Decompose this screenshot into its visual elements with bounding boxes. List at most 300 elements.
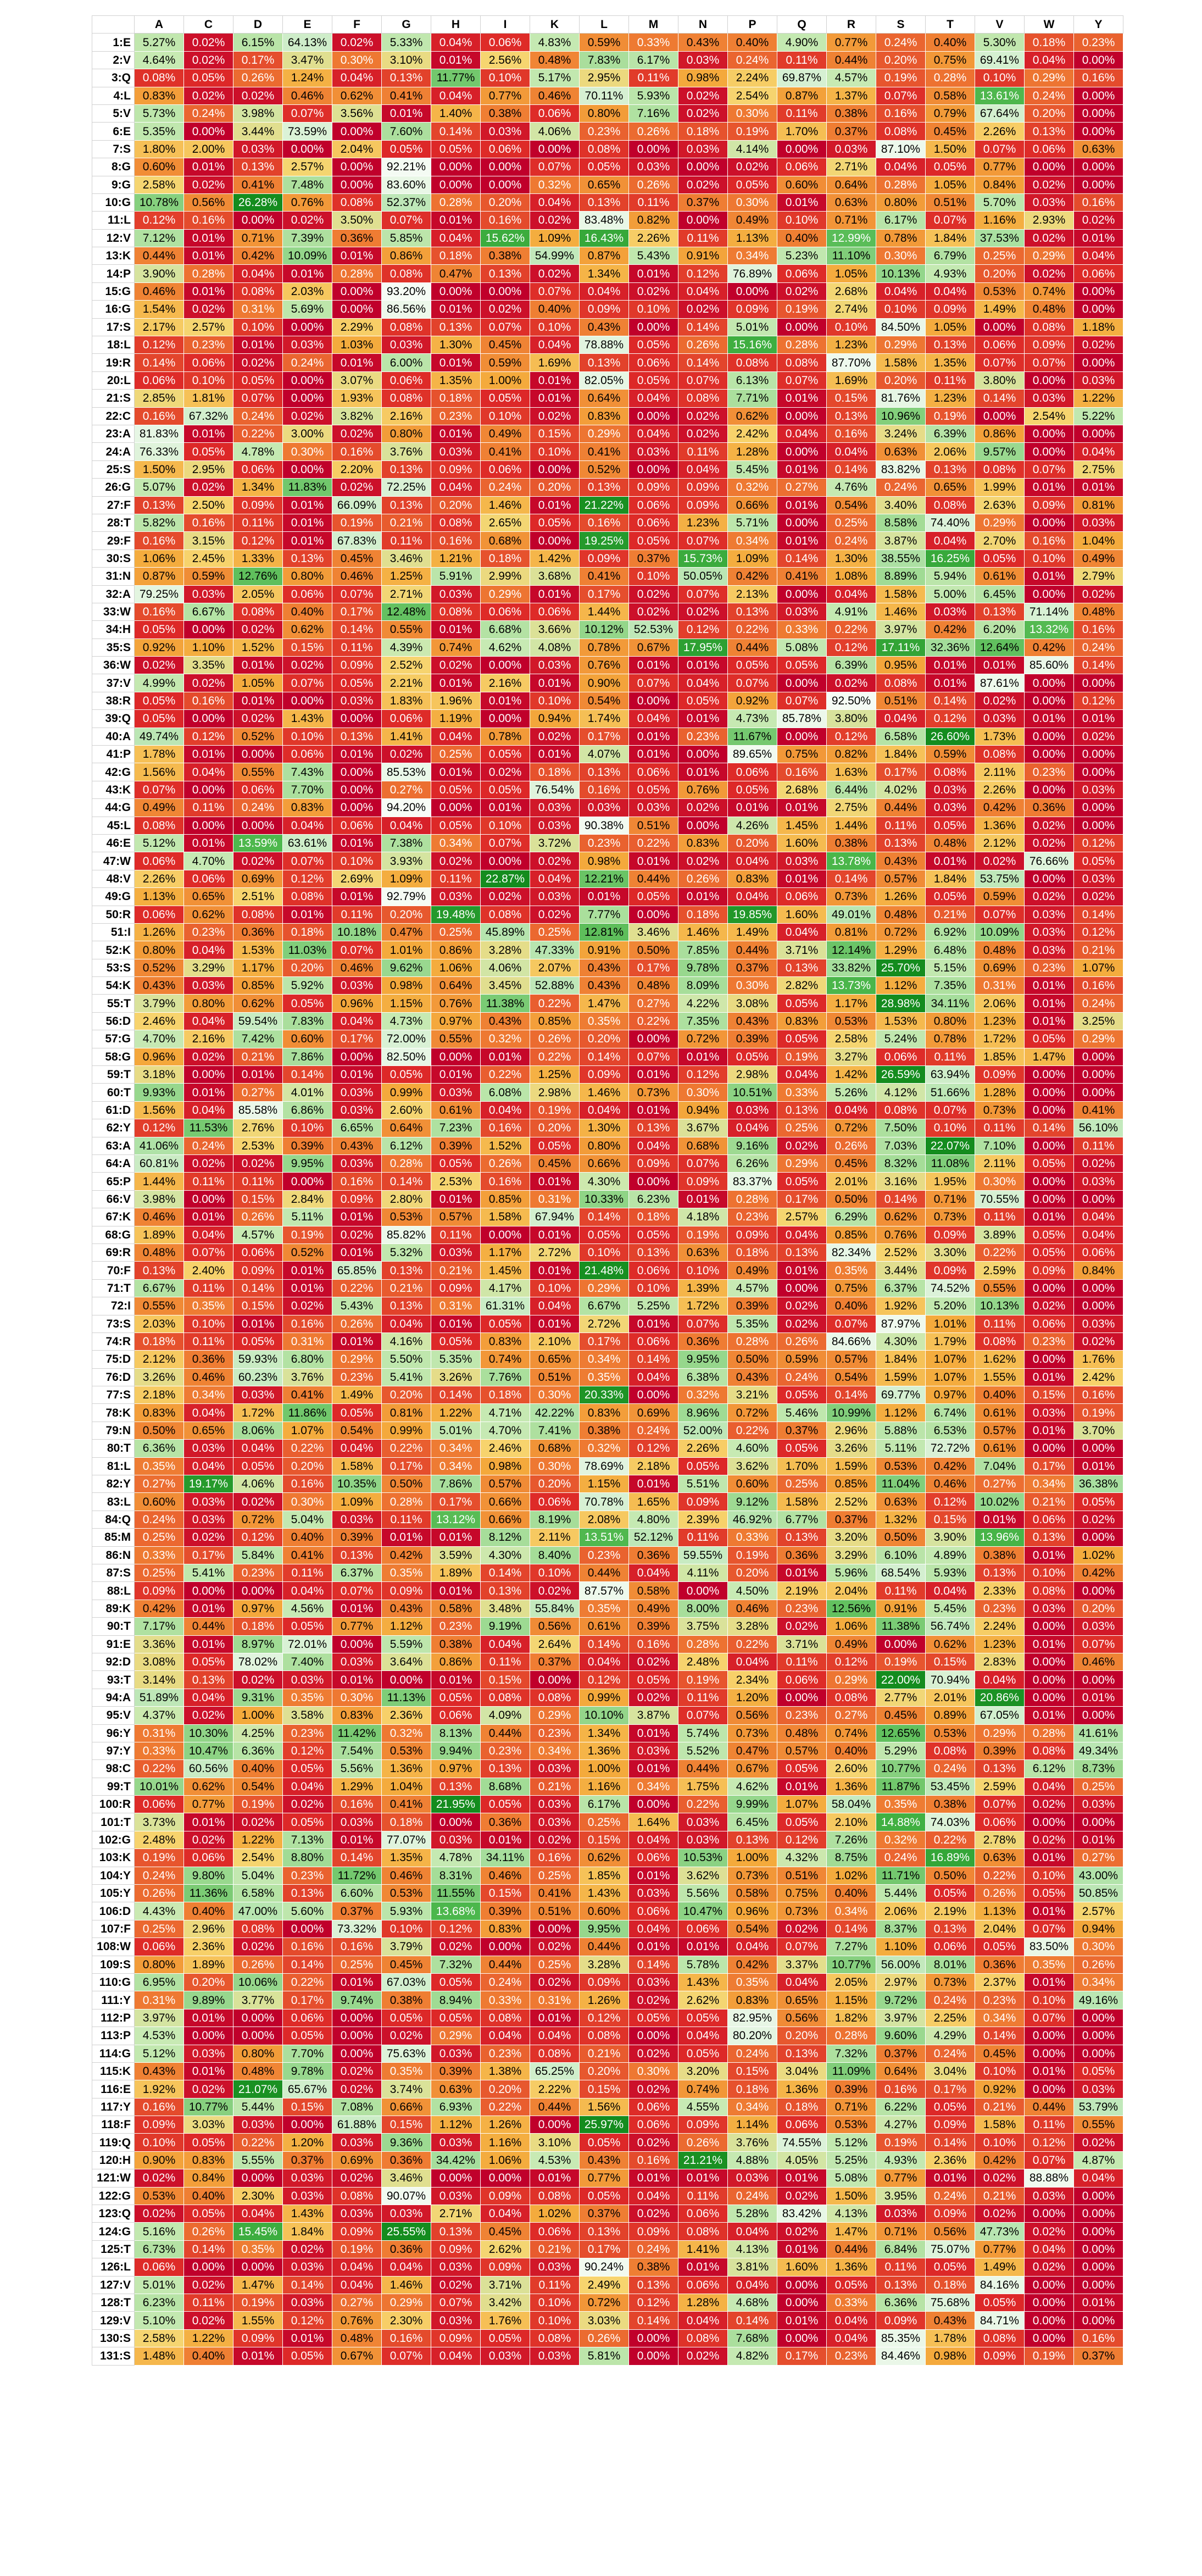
- row-label: 98:C: [92, 1760, 135, 1778]
- frequency-cell: 0.11%: [975, 1208, 1025, 1226]
- frequency-cell: 0.12%: [678, 1066, 728, 1084]
- frequency-cell: 0.20%: [184, 1973, 233, 1991]
- frequency-cell: 1.74%: [580, 710, 629, 728]
- table-row: [92, 212, 1123, 229]
- table-row: [92, 1760, 1123, 1778]
- frequency-cell: 0.08%: [1025, 1582, 1074, 1600]
- frequency-cell: 0.50%: [827, 1190, 876, 1208]
- frequency-cell: 0.02%: [1074, 888, 1123, 906]
- frequency-cell: 0.34%: [1025, 1475, 1074, 1493]
- frequency-cell: 0.22%: [530, 995, 580, 1012]
- frequency-cell: 0.00%: [975, 318, 1025, 336]
- frequency-cell: 4.14%: [728, 140, 777, 158]
- frequency-cell: 0.09%: [678, 2116, 728, 2134]
- frequency-cell: 0.12%: [629, 1440, 678, 1457]
- frequency-cell: 0.07%: [777, 1938, 827, 1956]
- frequency-cell: 3.82%: [332, 407, 382, 425]
- frequency-cell: 0.04%: [777, 1066, 827, 1084]
- frequency-cell: 0.01%: [431, 1671, 481, 1689]
- frequency-cell: 0.04%: [629, 1137, 678, 1154]
- frequency-cell: 0.52%: [233, 728, 283, 745]
- frequency-cell: 3.97%: [135, 2009, 184, 2027]
- frequency-cell: 0.01%: [332, 1831, 382, 1848]
- frequency-cell: 0.64%: [827, 176, 876, 193]
- frequency-cell: 0.79%: [926, 104, 975, 122]
- frequency-cell: 1.46%: [678, 923, 728, 941]
- frequency-cell: 0.80%: [135, 1956, 184, 1973]
- frequency-cell: 0.01%: [530, 1262, 580, 1279]
- frequency-cell: 0.26%: [135, 1885, 184, 1902]
- frequency-cell: 5.96%: [827, 1564, 876, 1581]
- frequency-cell: 1.00%: [580, 1760, 629, 1778]
- frequency-cell: 67.03%: [382, 1973, 431, 1991]
- frequency-cell: 11.10%: [827, 247, 876, 265]
- row-label: 69:R: [92, 1243, 135, 1261]
- frequency-cell: 0.10%: [530, 443, 580, 460]
- frequency-cell: 0.10%: [678, 1262, 728, 1279]
- frequency-cell: 0.24%: [876, 479, 926, 496]
- frequency-cell: 0.13%: [777, 2045, 827, 2062]
- frequency-cell: 0.06%: [777, 2116, 827, 2134]
- frequency-cell: 0.56%: [184, 193, 233, 211]
- frequency-cell: 2.06%: [975, 995, 1025, 1012]
- frequency-cell: 0.98%: [382, 977, 431, 995]
- frequency-cell: 0.13%: [135, 1262, 184, 1279]
- frequency-cell: 0.09%: [975, 2347, 1025, 2365]
- frequency-cell: 0.01%: [1074, 229, 1123, 247]
- frequency-cell: 0.14%: [332, 1849, 382, 1867]
- frequency-cell: 1.47%: [580, 995, 629, 1012]
- frequency-cell: 3.28%: [580, 1956, 629, 1973]
- frequency-cell: 5.73%: [135, 104, 184, 122]
- frequency-cell: 0.16%: [332, 1938, 382, 1956]
- frequency-cell: 1.44%: [580, 603, 629, 620]
- frequency-cell: 0.07%: [283, 674, 332, 692]
- frequency-cell: 2.54%: [728, 87, 777, 104]
- frequency-cell: 0.02%: [184, 674, 233, 692]
- row-label: 44:G: [92, 799, 135, 817]
- frequency-cell: 0.00%: [1074, 1529, 1123, 1546]
- frequency-cell: 0.00%: [1074, 1671, 1123, 1689]
- frequency-cell: 0.01%: [184, 425, 233, 442]
- frequency-cell: 0.40%: [530, 301, 580, 318]
- frequency-cell: 0.20%: [728, 834, 777, 852]
- frequency-cell: 1.02%: [1074, 1546, 1123, 1564]
- frequency-cell: 0.03%: [332, 692, 382, 709]
- frequency-cell: 0.43%: [580, 2151, 629, 2169]
- frequency-cell: 3.37%: [777, 1956, 827, 1973]
- frequency-cell: 1.22%: [233, 1831, 283, 1848]
- frequency-cell: 0.05%: [233, 1333, 283, 1350]
- frequency-cell: 0.11%: [678, 443, 728, 460]
- frequency-cell: 1.12%: [876, 1404, 926, 1422]
- frequency-cell: 7.27%: [827, 1938, 876, 1956]
- frequency-cell: 0.11%: [777, 104, 827, 122]
- frequency-cell: 0.02%: [431, 2276, 481, 2294]
- frequency-table-container: [92, 15, 1123, 2366]
- frequency-cell: 0.03%: [1074, 781, 1123, 798]
- frequency-cell: 0.01%: [332, 354, 382, 371]
- frequency-cell: 0.22%: [629, 834, 678, 852]
- frequency-cell: 28.98%: [876, 995, 926, 1012]
- frequency-cell: 0.00%: [629, 460, 678, 478]
- frequency-cell: 3.80%: [827, 710, 876, 728]
- row-label: 90:T: [92, 1618, 135, 1635]
- frequency-cell: 4.73%: [382, 1012, 431, 1030]
- frequency-cell: 0.04%: [233, 265, 283, 282]
- frequency-cell: 0.04%: [629, 390, 678, 407]
- frequency-cell: 16.89%: [926, 1849, 975, 1867]
- frequency-cell: 1.58%: [332, 1457, 382, 1475]
- frequency-cell: 0.07%: [1074, 1635, 1123, 1653]
- frequency-cell: 2.83%: [975, 1653, 1025, 1670]
- frequency-cell: 0.00%: [184, 781, 233, 798]
- frequency-cell: 0.16%: [135, 407, 184, 425]
- frequency-cell: 6.44%: [827, 781, 876, 798]
- frequency-cell: 1.37%: [827, 87, 876, 104]
- frequency-cell: 0.00%: [184, 1066, 233, 1084]
- frequency-cell: 0.02%: [975, 692, 1025, 709]
- frequency-cell: 4.90%: [777, 34, 827, 51]
- frequency-cell: 41.06%: [135, 1137, 184, 1154]
- frequency-cell: 0.14%: [283, 1066, 332, 1084]
- frequency-cell: 1.60%: [777, 834, 827, 852]
- frequency-cell: 5.28%: [728, 2205, 777, 2223]
- frequency-cell: 2.26%: [678, 1440, 728, 1457]
- frequency-cell: 2.52%: [382, 657, 431, 674]
- row-label: 84:Q: [92, 1511, 135, 1528]
- frequency-cell: 0.87%: [580, 247, 629, 265]
- frequency-cell: 0.10%: [876, 301, 926, 318]
- frequency-cell: 0.08%: [530, 1689, 580, 1706]
- corner-cell: [92, 16, 135, 34]
- frequency-cell: 0.57%: [481, 1475, 530, 1493]
- frequency-cell: 0.06%: [777, 1671, 827, 1689]
- frequency-cell: 0.00%: [629, 1386, 678, 1404]
- frequency-cell: 0.72%: [827, 1119, 876, 1137]
- frequency-cell: 0.16%: [629, 2151, 678, 2169]
- frequency-cell: 0.47%: [382, 923, 431, 941]
- frequency-cell: 2.71%: [827, 158, 876, 176]
- frequency-cell: 0.19%: [876, 2134, 926, 2151]
- frequency-cell: 0.01%: [629, 1315, 678, 1333]
- frequency-cell: 70.55%: [975, 1190, 1025, 1208]
- frequency-cell: 2.79%: [1074, 568, 1123, 585]
- frequency-cell: 1.75%: [678, 1778, 728, 1795]
- frequency-cell: 0.00%: [975, 407, 1025, 425]
- frequency-cell: 1.56%: [580, 2098, 629, 2116]
- frequency-cell: 0.13%: [728, 1831, 777, 1848]
- frequency-cell: 0.00%: [233, 2258, 283, 2276]
- frequency-cell: 0.04%: [580, 1101, 629, 1119]
- frequency-cell: 0.00%: [233, 212, 283, 229]
- frequency-cell: 0.02%: [629, 603, 678, 620]
- frequency-cell: 6.17%: [629, 51, 678, 69]
- frequency-cell: 0.08%: [876, 123, 926, 140]
- frequency-cell: 86.56%: [382, 301, 431, 318]
- frequency-cell: 0.11%: [481, 1653, 530, 1670]
- frequency-cell: 0.35%: [233, 2240, 283, 2258]
- frequency-cell: 0.24%: [926, 2045, 975, 2062]
- frequency-cell: 84.16%: [975, 2276, 1025, 2294]
- frequency-cell: 0.03%: [629, 443, 678, 460]
- frequency-cell: 0.10%: [1025, 1564, 1074, 1581]
- frequency-cell: 0.35%: [580, 1012, 629, 1030]
- frequency-cell: 0.05%: [728, 176, 777, 193]
- table-row: [92, 514, 1123, 531]
- frequency-cell: 0.09%: [135, 2116, 184, 2134]
- frequency-cell: 0.98%: [678, 69, 728, 87]
- frequency-cell: 0.78%: [876, 229, 926, 247]
- frequency-cell: 0.85%: [530, 1012, 580, 1030]
- frequency-cell: 1.58%: [876, 354, 926, 371]
- frequency-cell: 0.02%: [1025, 888, 1074, 906]
- frequency-cell: 0.08%: [678, 390, 728, 407]
- frequency-cell: 0.13%: [580, 479, 629, 496]
- frequency-cell: 0.15%: [580, 1831, 629, 1848]
- frequency-cell: 3.08%: [728, 995, 777, 1012]
- frequency-cell: 3.04%: [926, 2062, 975, 2080]
- frequency-cell: 2.46%: [481, 1440, 530, 1457]
- frequency-cell: 0.14%: [678, 318, 728, 336]
- table-row: [92, 354, 1123, 371]
- frequency-cell: 0.06%: [926, 1938, 975, 1956]
- frequency-cell: 61.31%: [481, 1297, 530, 1315]
- frequency-cell: 4.17%: [481, 1279, 530, 1297]
- frequency-cell: 0.14%: [827, 1386, 876, 1404]
- frequency-cell: 76.89%: [728, 265, 777, 282]
- frequency-cell: 0.29%: [382, 2294, 431, 2312]
- frequency-cell: 0.00%: [1025, 1671, 1074, 1689]
- frequency-cell: 0.25%: [777, 1475, 827, 1493]
- frequency-cell: 0.03%: [975, 710, 1025, 728]
- frequency-cell: 1.23%: [975, 1635, 1025, 1653]
- frequency-cell: 0.07%: [975, 140, 1025, 158]
- frequency-cell: 0.55%: [135, 1297, 184, 1315]
- frequency-cell: 0.03%: [283, 2187, 332, 2205]
- table-row: [92, 1546, 1123, 1564]
- frequency-cell: 0.05%: [678, 692, 728, 709]
- frequency-cell: 73.59%: [283, 123, 332, 140]
- frequency-cell: 4.37%: [135, 1707, 184, 1724]
- frequency-cell: 0.40%: [975, 1386, 1025, 1404]
- frequency-cell: 1.00%: [481, 371, 530, 389]
- frequency-cell: 0.11%: [678, 1529, 728, 1546]
- frequency-cell: 0.05%: [530, 514, 580, 531]
- frequency-cell: 0.41%: [777, 568, 827, 585]
- frequency-cell: 0.00%: [777, 407, 827, 425]
- frequency-cell: 0.18%: [382, 1813, 431, 1831]
- frequency-cell: 0.00%: [481, 657, 530, 674]
- frequency-cell: 0.13%: [382, 496, 431, 514]
- frequency-cell: 0.19%: [728, 1546, 777, 1564]
- frequency-cell: 0.00%: [431, 1048, 481, 1065]
- frequency-cell: 0.06%: [1025, 1315, 1074, 1333]
- frequency-cell: 0.08%: [382, 390, 431, 407]
- frequency-cell: 7.83%: [580, 51, 629, 69]
- frequency-cell: 0.28%: [382, 1155, 431, 1173]
- frequency-cell: 0.00%: [332, 176, 382, 193]
- frequency-cell: 0.06%: [481, 34, 530, 51]
- frequency-cell: 0.05%: [481, 2329, 530, 2347]
- frequency-cell: 0.00%: [1025, 2329, 1074, 2347]
- row-label: 67:K: [92, 1208, 135, 1226]
- frequency-cell: 1.04%: [382, 1778, 431, 1795]
- frequency-cell: 0.01%: [629, 852, 678, 870]
- frequency-cell: 0.67%: [728, 1760, 777, 1778]
- frequency-cell: 2.69%: [332, 870, 382, 887]
- frequency-cell: 0.02%: [530, 265, 580, 282]
- frequency-cell: 3.48%: [481, 1600, 530, 1617]
- frequency-cell: 1.73%: [975, 728, 1025, 745]
- frequency-cell: 0.20%: [876, 51, 926, 69]
- frequency-cell: 0.01%: [530, 1315, 580, 1333]
- frequency-cell: 2.37%: [975, 1973, 1025, 1991]
- frequency-cell: 0.40%: [184, 2347, 233, 2365]
- frequency-cell: 10.77%: [184, 2098, 233, 2116]
- frequency-cell: 0.12%: [580, 2009, 629, 2027]
- frequency-cell: 0.04%: [1074, 443, 1123, 460]
- frequency-cell: 0.11%: [184, 799, 233, 817]
- frequency-cell: 0.05%: [481, 781, 530, 798]
- frequency-cell: 1.38%: [481, 2062, 530, 2080]
- frequency-cell: 0.12%: [283, 2312, 332, 2329]
- frequency-cell: 1.55%: [975, 1368, 1025, 1386]
- frequency-cell: 0.31%: [431, 1297, 481, 1315]
- row-label: 81:L: [92, 1457, 135, 1475]
- row-label: 91:E: [92, 1635, 135, 1653]
- frequency-cell: 2.36%: [926, 2151, 975, 2169]
- frequency-cell: 0.27%: [382, 781, 431, 798]
- frequency-cell: 1.34%: [233, 479, 283, 496]
- frequency-cell: 0.05%: [629, 336, 678, 354]
- frequency-cell: 0.04%: [184, 763, 233, 781]
- frequency-cell: 0.05%: [629, 532, 678, 549]
- frequency-cell: 5.93%: [629, 87, 678, 104]
- column-header-row: [92, 16, 1123, 34]
- frequency-cell: 94.20%: [382, 799, 431, 817]
- frequency-cell: 1.70%: [777, 123, 827, 140]
- frequency-cell: 0.42%: [975, 2151, 1025, 2169]
- frequency-cell: 0.81%: [1074, 496, 1123, 514]
- row-label: 74:R: [92, 1333, 135, 1350]
- frequency-cell: 0.01%: [283, 1279, 332, 1297]
- frequency-cell: 5.93%: [926, 1564, 975, 1581]
- table-row: [92, 1956, 1123, 1973]
- frequency-cell: 0.11%: [283, 1564, 332, 1581]
- frequency-cell: 0.05%: [777, 1030, 827, 1048]
- frequency-cell: 0.19%: [233, 1796, 283, 1813]
- frequency-cell: 0.04%: [530, 336, 580, 354]
- frequency-cell: 0.19%: [233, 2294, 283, 2312]
- frequency-cell: 0.01%: [777, 532, 827, 549]
- frequency-cell: 0.00%: [1025, 728, 1074, 745]
- frequency-cell: 4.12%: [876, 1084, 926, 1101]
- frequency-cell: 0.17%: [431, 1493, 481, 1511]
- frequency-cell: 0.01%: [1074, 1831, 1123, 1848]
- frequency-cell: 0.97%: [926, 1386, 975, 1404]
- frequency-cell: 0.02%: [184, 301, 233, 318]
- row-label: 32:A: [92, 585, 135, 603]
- frequency-cell: 3.47%: [283, 51, 332, 69]
- frequency-cell: 3.40%: [876, 496, 926, 514]
- frequency-cell: 0.23%: [1074, 34, 1123, 51]
- frequency-cell: 0.16%: [283, 1475, 332, 1493]
- frequency-cell: 0.59%: [481, 354, 530, 371]
- frequency-cell: 51.66%: [926, 1084, 975, 1101]
- frequency-cell: 0.03%: [431, 2134, 481, 2151]
- frequency-cell: 2.06%: [926, 443, 975, 460]
- row-label: 82:Y: [92, 1475, 135, 1493]
- frequency-cell: 1.07%: [283, 1422, 332, 1439]
- frequency-cell: 5.25%: [629, 1297, 678, 1315]
- frequency-cell: 0.54%: [827, 496, 876, 514]
- frequency-cell: 0.20%: [580, 1030, 629, 1048]
- row-label: 78:K: [92, 1404, 135, 1422]
- table-row: [92, 1084, 1123, 1101]
- frequency-cell: 0.03%: [629, 799, 678, 817]
- frequency-cell: 1.60%: [777, 2258, 827, 2276]
- frequency-cell: 6.53%: [926, 1422, 975, 1439]
- frequency-cell: 1.43%: [283, 2205, 332, 2223]
- frequency-cell: 0.09%: [1025, 336, 1074, 354]
- frequency-cell: 0.01%: [233, 1315, 283, 1333]
- frequency-cell: 0.01%: [283, 496, 332, 514]
- frequency-cell: 84.50%: [876, 318, 926, 336]
- frequency-cell: 0.03%: [530, 817, 580, 834]
- frequency-cell: 0.16%: [827, 425, 876, 442]
- frequency-cell: 3.87%: [629, 1707, 678, 1724]
- frequency-cell: 0.00%: [629, 1796, 678, 1813]
- frequency-cell: 19.85%: [728, 906, 777, 923]
- frequency-cell: 1.36%: [827, 1778, 876, 1795]
- frequency-cell: 5.35%: [135, 123, 184, 140]
- frequency-cell: 1.76%: [1074, 1351, 1123, 1368]
- frequency-cell: 0.13%: [876, 2276, 926, 2294]
- frequency-cell: 0.05%: [481, 746, 530, 763]
- frequency-cell: 5.56%: [332, 1760, 382, 1778]
- frequency-cell: 9.89%: [184, 1991, 233, 2009]
- table-row: [92, 425, 1123, 442]
- frequency-cell: 0.10%: [777, 212, 827, 229]
- row-label: 97:Y: [92, 1742, 135, 1759]
- frequency-cell: 0.02%: [1025, 1297, 1074, 1315]
- frequency-cell: 11.77%: [431, 69, 481, 87]
- row-label: 116:E: [92, 2080, 135, 2098]
- frequency-cell: 12.64%: [975, 639, 1025, 656]
- frequency-cell: 1.43%: [678, 1973, 728, 1991]
- table-row: [92, 674, 1123, 692]
- frequency-cell: 1.92%: [876, 1297, 926, 1315]
- row-label: 21:S: [92, 390, 135, 407]
- frequency-cell: 0.38%: [580, 1422, 629, 1439]
- frequency-cell: 0.61%: [975, 1404, 1025, 1422]
- frequency-cell: 0.15%: [1025, 1386, 1074, 1404]
- frequency-cell: 0.80%: [382, 425, 431, 442]
- table-row: [92, 2009, 1123, 2027]
- frequency-cell: 0.63%: [678, 1243, 728, 1261]
- frequency-cell: 0.74%: [481, 1351, 530, 1368]
- frequency-cell: 2.03%: [283, 282, 332, 300]
- frequency-cell: 0.00%: [1074, 1813, 1123, 1831]
- frequency-cell: 0.03%: [1074, 514, 1123, 531]
- frequency-cell: 0.17%: [876, 763, 926, 781]
- frequency-cell: 3.76%: [382, 443, 431, 460]
- frequency-cell: 1.89%: [431, 1564, 481, 1581]
- frequency-cell: 0.36%: [481, 1813, 530, 1831]
- frequency-cell: 0.13%: [184, 1671, 233, 1689]
- frequency-cell: 0.03%: [481, 2347, 530, 2365]
